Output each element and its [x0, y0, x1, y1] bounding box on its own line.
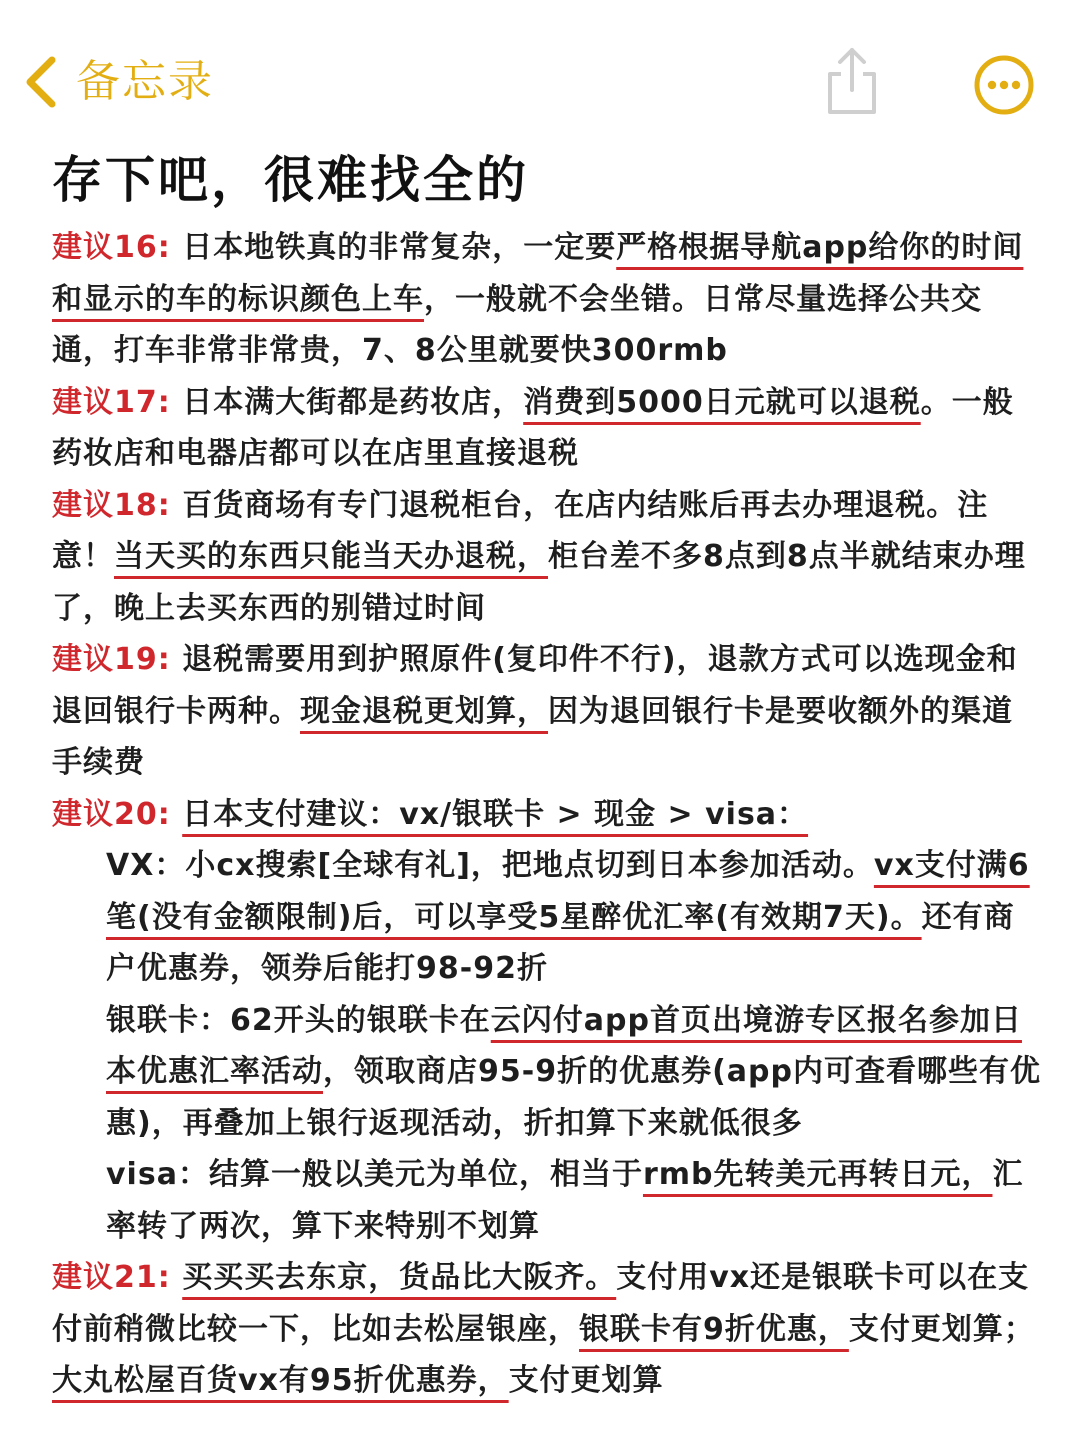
payment-unionpay — [52, 995, 1042, 1150]
chevron-left-icon — [22, 50, 62, 114]
tip-text: 日本满大街都是药妆店， — [170, 384, 524, 420]
tip-text — [171, 797, 182, 832]
tip-highlight: 买买买去东京，货品比大阪齐。 — [182, 1260, 617, 1295]
payment-text: 汇率转了两次，算下来特别不划算 — [106, 1157, 1024, 1244]
tip-highlight: 消费到5000日元就可以退税 — [523, 384, 921, 420]
tip-heading: 建议17: — [52, 384, 171, 420]
tip-20 — [52, 789, 1042, 841]
tip-text: 柜台差不多8点到8点半就结束办理了，晚上去买东西的别错过时间 — [52, 539, 1026, 626]
tip-heading: 建议18: — [52, 487, 171, 523]
tip-text: 日本地铁真的非常复杂，一定要 — [170, 230, 617, 265]
tip-text — [171, 1260, 182, 1295]
tip-heading: 建议20: — [52, 796, 171, 832]
tip-19 — [52, 634, 1042, 789]
payment-text: ，领取商店95-9折的优惠券(app内可查看哪些有优惠)，再叠加上银行返现活动，折扣算下来就低很多 — [106, 1054, 1041, 1141]
tip-text: 百货商场有专门退税柜台，在店内结账后再去办理退税。注意！ — [52, 487, 989, 574]
tip-text: ，一般就不会坐错。日常尽量选择公共交通，打车非常非常贵，7、8公里就要快300rmb — [52, 281, 982, 368]
note-title: 存下吧，很难找全的 — [52, 151, 529, 209]
tip-text: 支付更划算 — [508, 1363, 664, 1398]
navigation-bar — [0, 0, 1080, 140]
tip-21 — [52, 1252, 1042, 1407]
payment-text: visa：结算一般以美元为单位，相当于 — [106, 1157, 643, 1192]
tip-text: 因为退回银行卡是要收额外的渠道手续费 — [52, 693, 1013, 780]
tip-17 — [52, 377, 1042, 480]
payment-highlight: rmb先转美元再转日元， — [642, 1157, 993, 1192]
tip-heading: 建议21: — [52, 1260, 171, 1295]
payment-highlight: 云闪付app首页出境游专区报名参加日本优惠汇率活动 — [106, 1002, 1022, 1089]
tip-16 — [52, 222, 1042, 377]
back-label: 备忘录 — [76, 56, 214, 107]
tip-highlight: 当天买的东西只能当天办退税， — [114, 539, 548, 574]
tip-highlight: 银联卡有9折优惠， — [579, 1311, 849, 1347]
payment-vx — [52, 840, 1042, 995]
tip-highlight: 日本支付建议：vx/银联卡 > 现金 > visa： — [182, 796, 809, 832]
more-icon — [972, 53, 1036, 117]
tip-text: 支付用vx还是银联卡可以在支付前稍微比较一下，比如去松屋银座， — [52, 1260, 1030, 1347]
share-icon — [822, 44, 882, 116]
tip-text: 退税需要用到护照原件(复印件不行)，退款方式可以选现金和退回银行卡两种。 — [52, 642, 1018, 729]
tip-highlight: 大丸松屋百货vx有95折优惠券， — [52, 1363, 509, 1398]
tip-highlight: 严格根据导航app给你的时间和显示的车的标识颜色上车 — [52, 230, 1024, 317]
share-button[interactable] — [822, 44, 882, 120]
payment-visa — [52, 1149, 1042, 1252]
back-button[interactable] — [22, 50, 214, 114]
tip-text: 支付更划算； — [848, 1311, 1035, 1347]
tip-text: 。一般药妆店和电器店都可以在店里直接退税 — [52, 384, 1014, 471]
tip-heading: 建议19: — [52, 642, 171, 677]
payment-text: 还有商户优惠券，领券后能打98-92折 — [106, 899, 1015, 986]
payment-text: 银联卡：62开头的银联卡在 — [106, 1002, 491, 1038]
more-button[interactable] — [972, 53, 1036, 121]
payment-text: VX：小cx搜索[全球有礼]，把地点切到日本参加活动。 — [106, 848, 874, 883]
tip-highlight: 现金退税更划算， — [300, 693, 548, 729]
payment-highlight: vx支付满6笔(没有金额限制)后，可以享受5星醉优汇率(有效期7天)。 — [106, 848, 1030, 935]
tip-18 — [52, 480, 1042, 635]
tip-heading: 建议16: — [52, 230, 171, 265]
note-body[interactable] — [52, 222, 1042, 1407]
